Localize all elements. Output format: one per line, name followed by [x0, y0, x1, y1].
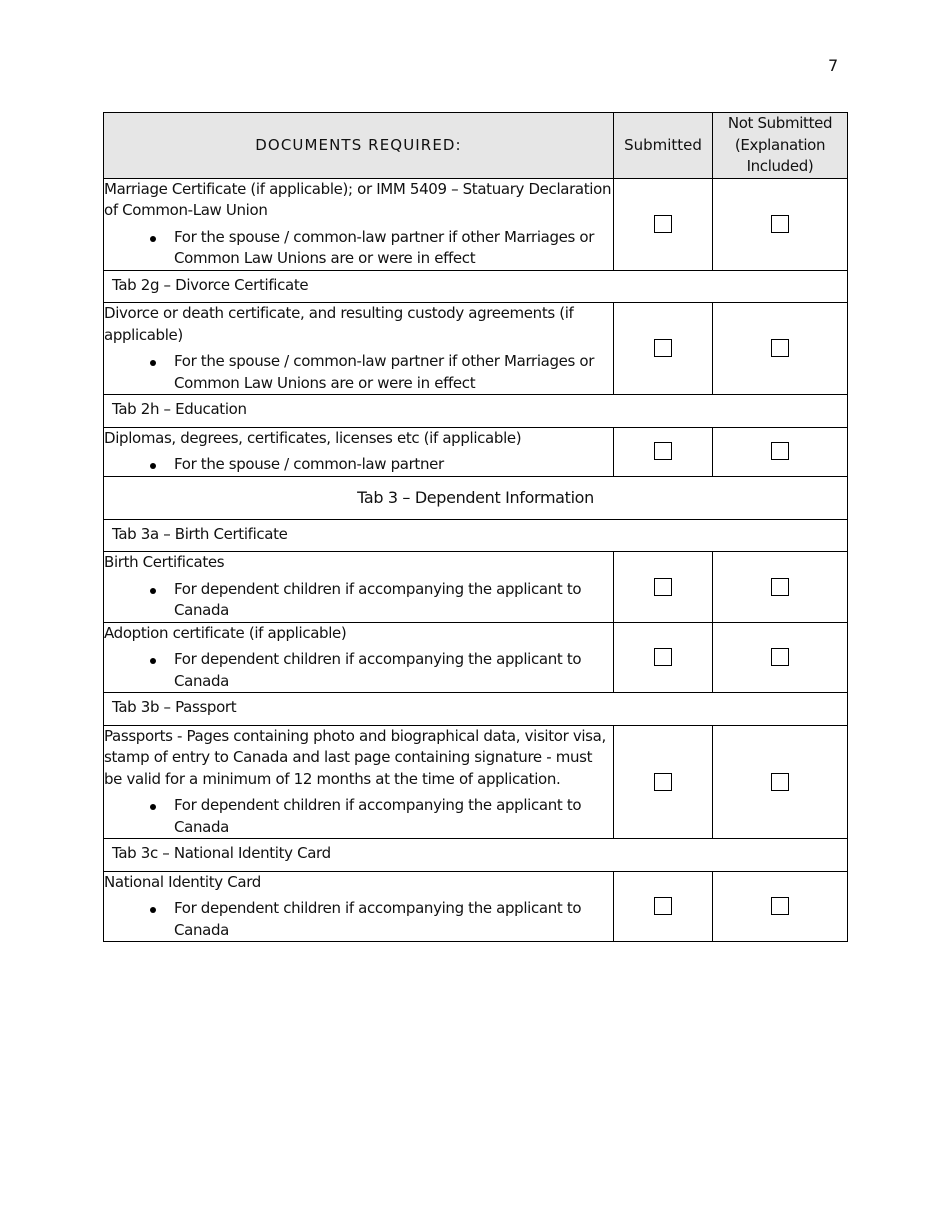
tab-3b-heading: Tab 3b – Passport [104, 693, 848, 726]
submitted-checkbox[interactable] [654, 442, 672, 460]
submitted-checkbox[interactable] [654, 215, 672, 233]
submitted-cell [614, 552, 713, 623]
page-number: 7 [828, 56, 839, 75]
submitted-checkbox[interactable] [654, 773, 672, 791]
not-submitted-checkbox[interactable] [771, 648, 789, 666]
tab-3c-heading: Tab 3c – National Identity Card [104, 839, 848, 872]
tab-3-heading: Tab 3 – Dependent Information [104, 476, 848, 519]
not-submitted-cell [713, 871, 848, 942]
table-row-adoption-certificate [104, 622, 848, 693]
bullet-list [104, 649, 613, 692]
tab-3a-row [104, 519, 848, 552]
tab-2g-row [104, 270, 848, 303]
bullet-item: For the spouse / common-law partner [174, 454, 613, 476]
submitted-cell [614, 303, 713, 395]
not-submitted-checkbox[interactable] [771, 578, 789, 596]
not-submitted-cell [713, 622, 848, 693]
not-submitted-cell [713, 303, 848, 395]
submitted-cell [614, 725, 713, 839]
bullet-item: For dependent children if accompanying the applicant to Canada [174, 795, 613, 838]
table-row-marriage-certificate [104, 178, 848, 270]
submitted-cell [614, 871, 713, 942]
bullet-list [104, 351, 613, 394]
submitted-checkbox[interactable] [654, 897, 672, 915]
submitted-checkbox[interactable] [654, 339, 672, 357]
document-name: Passports - Pages containing photo and biographical data, visitor visa, stamp of entry to Canada and last page containing signature - must be valid for a minimum of 12 months at the time of application. [104, 726, 606, 788]
not-submitted-cell [713, 725, 848, 839]
submitted-cell [614, 178, 713, 270]
not-submitted-checkbox[interactable] [771, 339, 789, 357]
not-submitted-header-line3: Included) [746, 157, 814, 175]
bullet-item: For the spouse / common-law partner if other Marriages or Common Law Unions are or were in effect [174, 351, 613, 394]
not-submitted-header [713, 113, 848, 179]
not-submitted-checkbox[interactable] [771, 773, 789, 791]
bullet-item: For dependent children if accompanying the applicant to Canada [174, 898, 613, 941]
document-description [104, 725, 614, 839]
table-row-education [104, 427, 848, 476]
bullet-list [104, 795, 613, 838]
table-row-divorce-certificate [104, 303, 848, 395]
not-submitted-cell [713, 552, 848, 623]
not-submitted-cell [713, 427, 848, 476]
table-row-birth-certificates [104, 552, 848, 623]
bullet-list [104, 579, 613, 622]
document-name: Birth Certificates [104, 553, 225, 571]
document-description [104, 552, 614, 623]
document-description [104, 303, 614, 395]
tab-2h-row [104, 395, 848, 428]
bullet-list [104, 898, 613, 941]
submitted-header: Submitted [614, 113, 713, 179]
document-name: Marriage Certificate (if applicable); or IMM 5409 – Statuary Declaration of Common-Law Union [104, 179, 612, 219]
bullet-item: For dependent children if accompanying the applicant to Canada [174, 649, 613, 692]
not-submitted-checkbox[interactable] [771, 215, 789, 233]
bullet-list [104, 454, 613, 476]
submitted-checkbox[interactable] [654, 648, 672, 666]
document-name: Adoption certificate (if applicable) [104, 623, 347, 642]
document-name: Divorce or death certificate, and resulting custody agreements (if applicable) [104, 304, 574, 344]
table-header-row [104, 113, 848, 179]
table-row-national-identity-card [104, 871, 848, 942]
not-submitted-checkbox[interactable] [771, 897, 789, 915]
tab-2h-heading: Tab 2h – Education [104, 395, 848, 428]
tab-3b-row [104, 693, 848, 726]
documents-required-table [103, 112, 848, 942]
not-submitted-checkbox[interactable] [771, 442, 789, 460]
submitted-checkbox[interactable] [654, 578, 672, 596]
tab-3-section-row [104, 476, 848, 519]
tab-3c-row [104, 839, 848, 872]
document-description [104, 178, 614, 270]
bullet-item: For dependent children if accompanying the applicant to Canada [174, 579, 613, 622]
document-description [104, 622, 614, 693]
submitted-cell [614, 427, 713, 476]
not-submitted-header-line2: (Explanation [734, 135, 826, 154]
document-description [104, 871, 614, 942]
bullet-list [104, 227, 613, 270]
not-submitted-header-line1: Not Submitted [727, 114, 833, 132]
tab-3a-heading: Tab 3a – Birth Certificate [104, 519, 848, 552]
document-description [104, 427, 614, 476]
document-name: Diplomas, degrees, certificates, licenses etc (if applicable) [104, 428, 522, 447]
tab-2g-heading: Tab 2g – Divorce Certificate [104, 270, 848, 303]
submitted-cell [614, 622, 713, 693]
document-name: National Identity Card [104, 872, 261, 891]
documents-required-header: DOCUMENTS REQUIRED: [104, 113, 614, 179]
table-row-passports [104, 725, 848, 839]
not-submitted-cell [713, 178, 848, 270]
bullet-item: For the spouse / common-law partner if other Marriages or Common Law Unions are or were in effect [174, 227, 613, 270]
